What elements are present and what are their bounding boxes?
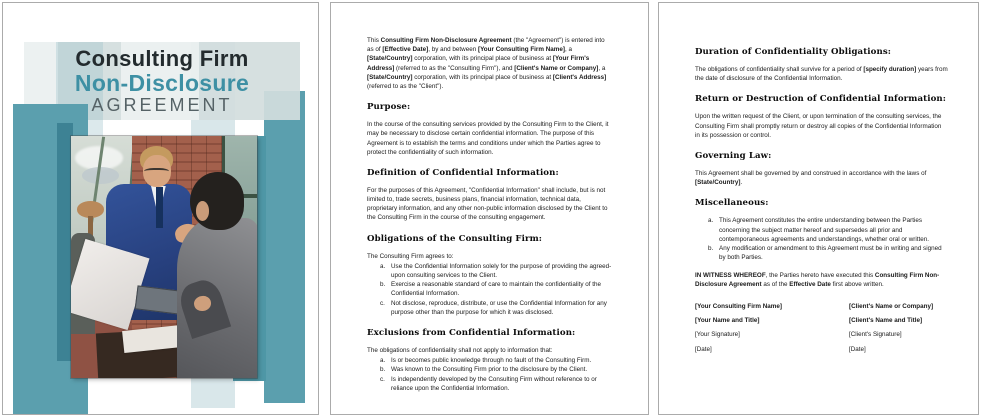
signature-line: [Client's Signature] bbox=[849, 331, 902, 339]
section-heading: Purpose: bbox=[367, 102, 411, 113]
photo-client-hair bbox=[190, 172, 244, 230]
signature-line: [Your Name and Title] bbox=[695, 316, 760, 324]
section-lead: The obligations of confidentiality shall not apply to information that: bbox=[367, 346, 553, 354]
signature-line: [Your Signature] bbox=[695, 331, 740, 339]
photo-consultant-glasses bbox=[144, 168, 168, 176]
page2-sections bbox=[367, 102, 612, 393]
signature-line: [Your Consulting Firm Name] bbox=[695, 302, 782, 310]
section-heading: Definition of Confidential Information: bbox=[367, 167, 559, 178]
list-item: Exercise a reasonable standard of care to maintain the confidentiality of the Confidential Information. bbox=[391, 281, 602, 298]
list-item: Is independently developed by the Consulting Firm without reference to or reliance upon the Confidential Information. bbox=[391, 375, 597, 392]
list-item: Is or becomes public knowledge through no fault of the Consulting Firm. bbox=[391, 357, 592, 365]
cover-title-line1: Consulting Firm bbox=[75, 46, 249, 71]
section-lead: The Consulting Firm agrees to: bbox=[367, 252, 454, 260]
cover-title-line2: Non-Disclosure bbox=[74, 69, 250, 96]
agreement-page-2 bbox=[658, 2, 979, 415]
section-list bbox=[367, 262, 612, 317]
section-paragraph: This Agreement shall be governed by and construed in accordance with the laws of [State/Country]. bbox=[695, 169, 927, 187]
photo-client-face bbox=[196, 201, 209, 220]
list-item: Any modification or amendment to this Agreement must be in writing and signed by both Parties. bbox=[719, 244, 942, 262]
witness-paragraph: IN WITNESS WHEREOF, the Parties hereto have executed this Consulting Firm Non-Disclosure Agreement as of the Effective Date first above written. bbox=[695, 272, 940, 289]
section-heading: Duration of Confidentiality Obligations: bbox=[695, 47, 892, 57]
signature-line: [Client's Name or Company] bbox=[849, 302, 934, 310]
signature-column-client bbox=[849, 303, 933, 360]
page3-sections bbox=[695, 47, 948, 262]
cover-title bbox=[24, 47, 300, 115]
section-paragraph: Upon the written request of the Client, or upon termination of the consulting services, the Consulting Firm shall promptly return or destroy all copies of the Confidential Information in its possession or control. bbox=[695, 113, 942, 139]
section-heading: Governing Law: bbox=[695, 150, 772, 161]
section-paragraph: For the purposes of this Agreement, "Confidential Information" shall include, but is not limited to, trade secrets, business plans, financial information, technical data, proprietary information, and any other non-public information disclosed by the Client to the Consulting Firm in the course of the consulting engagement. bbox=[367, 186, 608, 222]
section-heading: Return or Destruction of Confidential Information: bbox=[695, 94, 947, 105]
signature-line: [Date] bbox=[695, 345, 712, 353]
list-item: Not disclose, reproduce, distribute, or use the Confidential Information for any purpose other than the purpose for which it was disclosed. bbox=[391, 299, 607, 316]
list-item: Was known to the Consulting Firm prior to the disclosure by the Client. bbox=[391, 366, 588, 374]
agreement-page-1 bbox=[330, 2, 649, 415]
cover-title-line3: AGREEMENT bbox=[91, 94, 233, 115]
cover-page bbox=[2, 2, 319, 415]
section-heading: Obligations of the Consulting Firm: bbox=[367, 233, 543, 244]
signature-line: [Date] bbox=[849, 345, 866, 353]
section-list bbox=[695, 216, 948, 262]
list-item: Use the Confidential Information solely for the purpose of providing the agreed-upon consulting services to the Client. bbox=[391, 262, 612, 279]
intro-paragraph: This Consulting Firm Non-Disclosure Agreement (the "Agreement") is entered into as of [Effective Date], by and between [Your Consulting Firm Name], a [State/Country] corporation, with its principal place of business at [Your Firm's Address] (referred to as the "Consulting Firm"), and [Client's Name or Company], a [State/Country] corporation, with its principal place of business at [Client's Address] (referred to as the "Client"). bbox=[367, 37, 607, 90]
section-paragraph: In the course of the consulting services provided by the Consulting Firm to the Client, it may be necessary to disclose certain confidential information. The purpose of this Agreement is to establish the terms and conditions under which the Parties agree to protect the confidentiality of such information. bbox=[367, 121, 609, 156]
list-item: This Agreement constitutes the entire understanding between the Parties concerning the subject matter hereof and supersedes all prior and contemporaneous agreements and understandings, whether oral or written. bbox=[719, 217, 930, 243]
teal-column-right bbox=[264, 91, 305, 403]
signature-line: [Client's Name and Title] bbox=[849, 316, 923, 324]
signature-block bbox=[695, 303, 948, 360]
cover-photo-consulting-meeting bbox=[71, 136, 257, 378]
signature-column-firm bbox=[695, 303, 849, 360]
section-paragraph: The obligations of confidentiality shall survive for a period of [specify duration] years from the date of disclosure of the Confidential Information. bbox=[695, 66, 948, 83]
section-list bbox=[367, 356, 612, 393]
section-heading: Exclusions from Confidential Information: bbox=[367, 327, 576, 338]
photo-consultant-tie bbox=[156, 187, 162, 228]
section-heading: Miscellaneous: bbox=[695, 198, 769, 209]
